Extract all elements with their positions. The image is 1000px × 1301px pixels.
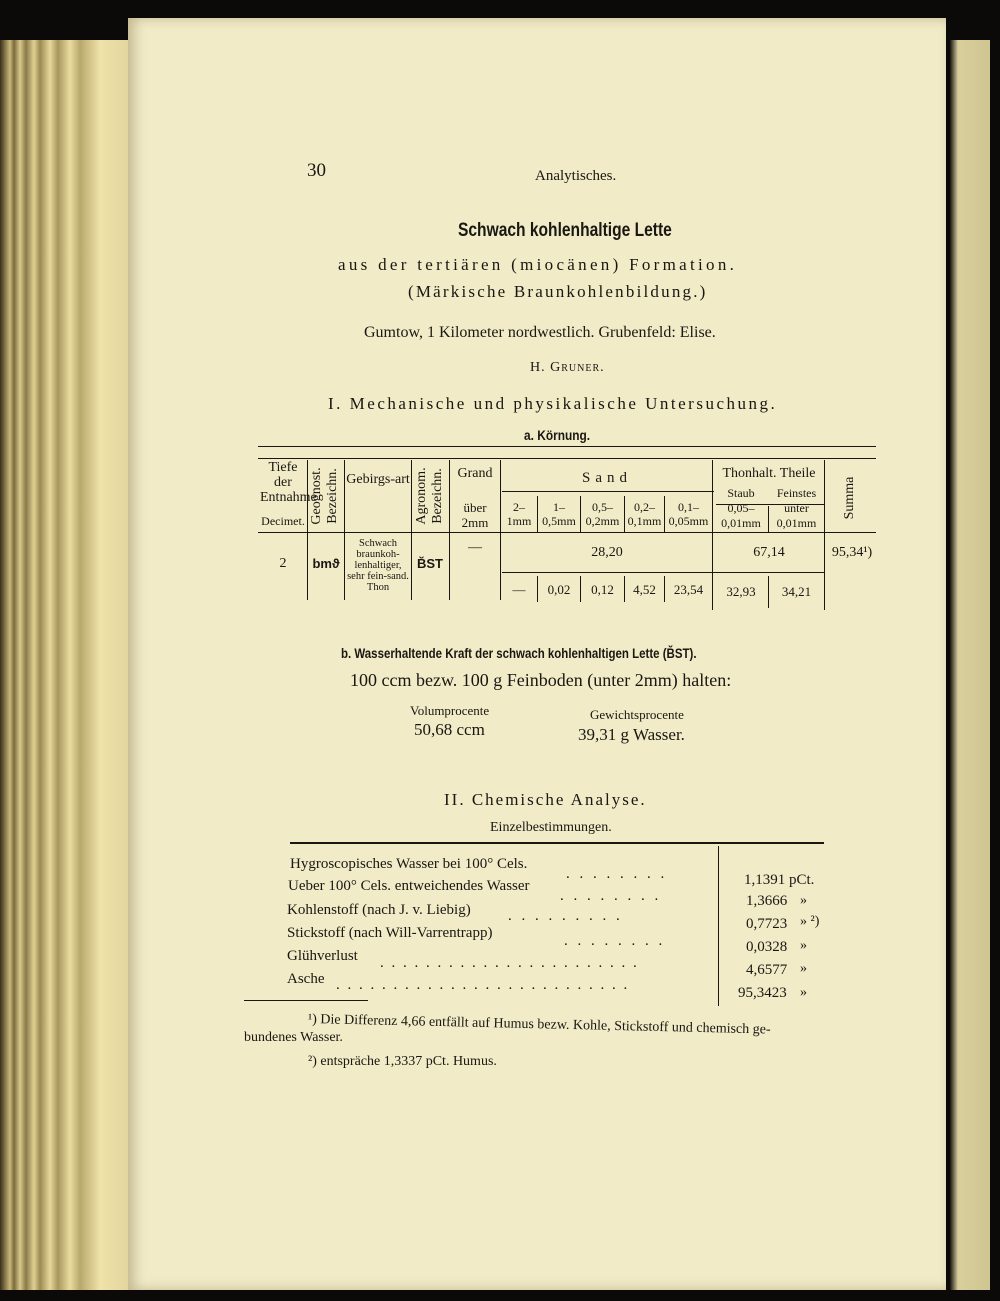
header-gebirgsart: Gebirgs-art [346,472,410,487]
analysis-value-2: 0,7723 [746,916,788,932]
section-chemische: II. Chemische Analyse. [444,790,647,809]
vol-label: Volumprocente [410,703,490,718]
footnote-1: ¹) Die Differenz 4,66 entfällt auf Humus bezw. Kohle, Stickstoff und chemisch ge- [307,1012,771,1038]
footnote-rule [244,1000,368,1001]
cell-sand-total: 28,20 [591,545,623,560]
sand-col-1: 2–1mm [506,500,532,528]
section-koernung: a. Körnung. [524,427,591,443]
cell-tiefe: 2 [279,556,287,571]
col-divider [344,460,345,600]
water-capacity-line: 100 ccm bezw. 100 g Feinboden (unter 2mm) halten: [350,670,732,690]
cell-summa: 95,34¹) [831,545,873,560]
analysis-note-4: » [800,961,807,976]
cell-thon-feinstes: 34,21 [781,584,812,599]
analysis-value-divider [718,846,719,1006]
table-rule-top2 [258,458,876,459]
thon-col-staub: Staub 0,05–0,01mm [721,486,761,530]
analysis-dots-0: . . . . . . . . [566,866,668,882]
cell-thon-staub: 32,93 [726,584,756,599]
cell-sand-2: 0,02 [547,582,571,597]
analysis-rule-top [290,842,824,844]
header-grand: Grand [457,466,493,481]
col-divider [411,460,412,600]
analysis-label-0: Hygroscopisches Wasser bei 100° Cels. [290,856,528,872]
analysis-value-4: 4,6577 [746,962,788,978]
cell-gebirgsart: Schwach braunkoh-lenhaltiger, sehr fein-sand. Thon [347,538,409,593]
table-rule-head [258,532,876,533]
col-divider [500,460,501,600]
section-wasserhaltende: b. Wasserhaltende Kraft der schwach kohlenhaltigen Lette (B̆ST). [341,645,697,661]
subtitle-formation: aus der tertiären (miocänen) Formation. [338,255,738,274]
analysis-value-0: 1,1391 pCt. [744,872,815,888]
running-head: Analytisches. [535,168,617,184]
analysis-dots-1: . . . . . . . . [560,888,662,904]
facing-page-edge [950,40,990,1290]
section-einzelbestimmungen: Einzelbestimmungen. [490,820,612,835]
book-page-edges [0,40,130,1290]
cell-thon-total: 67,14 [753,545,785,560]
sand-col-2: 1–0,5mm [542,500,576,528]
analysis-label-3: Stickstoff (nach Will-Varrentrapp) [287,925,493,941]
header-grand-sub: über 2mm [461,500,489,530]
table-rule-top [258,446,876,447]
subtitle-bildung: (Märkische Braunkohlenbildung.) [408,282,708,301]
thon-col-feinstes: Feinstes unter 0,01mm [776,486,817,530]
col-divider [824,460,825,610]
author: H. Gruner. [530,360,605,375]
analysis-value-5: 95,3423 [738,985,787,1001]
cell-sand-1: — [512,582,526,597]
cell-sand-5: 23,54 [673,582,704,597]
col-divider [712,460,713,610]
cell-grand: — [468,540,482,555]
analysis-note-1: » [800,893,807,908]
analysis-label-5: Asche [287,971,325,987]
cell-sand-4: 4,52 [633,582,656,597]
gew-label: Gewichtsprocente [590,707,684,722]
analysis-dots-4: . . . . . . . . . . . . . . . . . . . . . . . [380,955,639,971]
analysis-note-5: » [800,985,807,1000]
sand-col-4: 0,2–0,1mm [627,500,662,528]
sand-col-5: 0,1–0,05mm [668,500,709,528]
vol-value: 50,68 ccm [414,720,485,739]
header-agronom: Agronom. Bezeichn. [414,467,445,525]
header-summa: Summa [842,476,857,520]
gew-value: 39,31 g Wasser. [578,725,685,744]
section-mechanische: I. Mechanische und physikalische Untersuchung. [328,394,778,413]
subtotal-rule [502,572,824,573]
col-divider [449,460,450,600]
footnote-2: ²) entspräche 1,3337 pCt. Humus. [308,1054,497,1069]
cell-geognost: bmϑ [312,556,340,571]
sand-col-3: 0,5–0,2mm [585,500,620,528]
analysis-label-2: Kohlenstoff (nach J. v. Liebig) [287,902,471,918]
header-decimet: Decimet. [261,514,305,528]
footnote-1-cont: bundenes Wasser. [244,1030,343,1045]
analysis-dots-5: . . . . . . . . . . . . . . . . . . . . . . . . . . [336,977,630,993]
analysis-value-3: 0,0328 [746,939,788,955]
location-line: Gumtow, 1 Kilometer nordwestlich. Grubenfeld: Elise. [364,324,716,341]
header-thon: Thonhalt. Theile [722,466,816,481]
col-divider [307,460,308,600]
cell-agronom: B̆ST [417,556,443,571]
page-number: 30 [307,160,326,181]
analysis-note-3: » [800,938,807,953]
analysis-label-1: Ueber 100° Cels. entweichendes Wasser [288,878,530,894]
analysis-dots-3: . . . . . . . . [564,933,666,949]
header-tiefe: Tiefe der Entnahme [260,460,317,505]
header-sand: Sand [582,470,632,486]
sand-header-rule [502,491,714,492]
analysis-dots-2: . . . . . . . . . [508,908,623,924]
analysis-label-4: Glühverlust [287,948,358,964]
analysis-note-2: » ²) [800,914,820,929]
analysis-value-1: 1,3666 [746,893,788,909]
header-geognost: Geognost. Bezeichn. [309,467,340,525]
cell-sand-3: 0,12 [591,582,614,597]
page-title: Schwach kohlenhaltige Lette [458,220,672,241]
